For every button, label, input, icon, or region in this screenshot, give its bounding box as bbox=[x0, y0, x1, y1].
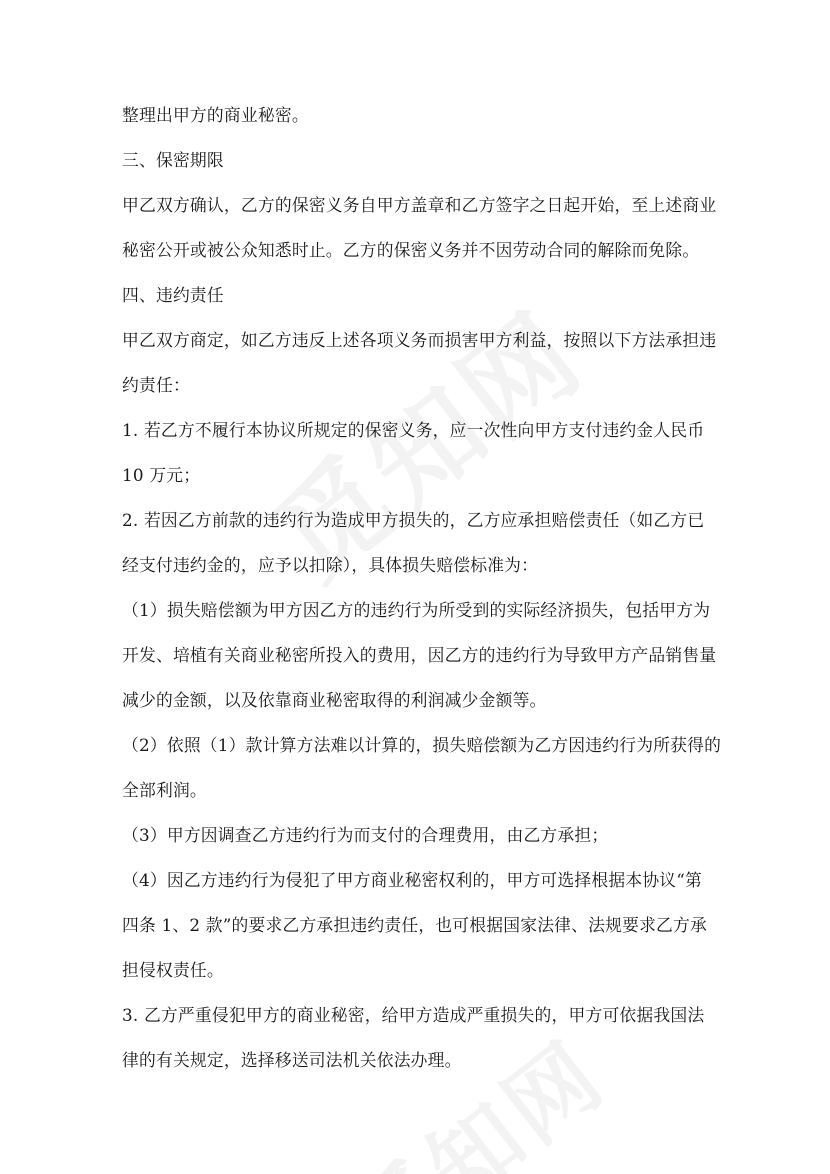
text-line: （2）依照（1）款计算方法难以计算的，损失赔偿额为乙方因违约行为所获得的 bbox=[122, 735, 722, 755]
document-body bbox=[122, 104, 722, 1071]
text-line: 整理出甲方的商业秘密。 bbox=[122, 105, 309, 125]
section-heading-confidentiality-term: 三、保密期限 bbox=[122, 150, 224, 170]
text-line: 10 万元； bbox=[122, 465, 201, 485]
text-line: 1. 若乙方不履行本协议所规定的保密义务，应一次性向甲方支付违约金人民币 bbox=[122, 420, 705, 440]
text-line: 四条 1、2 款”的要求乙方承担违约责任，也可根据国家法律、法规要求乙方承 bbox=[122, 915, 708, 935]
text-line: 约责任： bbox=[122, 375, 190, 395]
text-line: 甲乙双方商定，如乙方违反上述各项义务而损害甲方利益，按照以下方法承担违 bbox=[122, 330, 717, 350]
text-line: 律的有关规定，选择移送司法机关依法办理。 bbox=[122, 1050, 462, 1070]
text-line: （1）损失赔偿额为甲方因乙方的违约行为所受到的实际经济损失，包括甲方为 bbox=[122, 600, 711, 620]
text-line: （4）因乙方违约行为侵犯了甲方商业秘密权利的，甲方可选择根据本协议“第 bbox=[122, 870, 703, 890]
text-line: 2. 若因乙方前款的违约行为造成甲方损失的，乙方应承担赔偿责任（如乙方已 bbox=[122, 510, 705, 530]
section-heading-breach-liability: 四、违约责任 bbox=[122, 285, 224, 305]
text-line: 担侵权责任。 bbox=[122, 960, 224, 980]
text-line: 开发、培植有关商业秘密所投入的费用，因乙方的违约行为导致甲方产品销售量 bbox=[122, 645, 717, 665]
text-line: （3）甲方因调查乙方违约行为而支付的合理费用，由乙方承担； bbox=[122, 825, 609, 845]
text-line: 甲乙双方确认，乙方的保密义务自甲方盖章和乙方签字之日起开始，至上述商业 bbox=[122, 195, 717, 215]
text-line: 秘密公开或被公众知悉时止。乙方的保密义务并不因劳动合同的解除而免除。 bbox=[122, 240, 700, 260]
text-line: 减少的金额，以及依靠商业秘密取得的利润减少金额等。 bbox=[122, 690, 547, 710]
text-line: 经支付违约金的，应予以扣除），具体损失赔偿标准为： bbox=[122, 555, 539, 575]
text-line: 3. 乙方严重侵犯甲方的商业秘密，给甲方造成严重损失的，甲方可依据我国法 bbox=[122, 1005, 705, 1025]
text-line: 全部利润。 bbox=[122, 780, 207, 800]
